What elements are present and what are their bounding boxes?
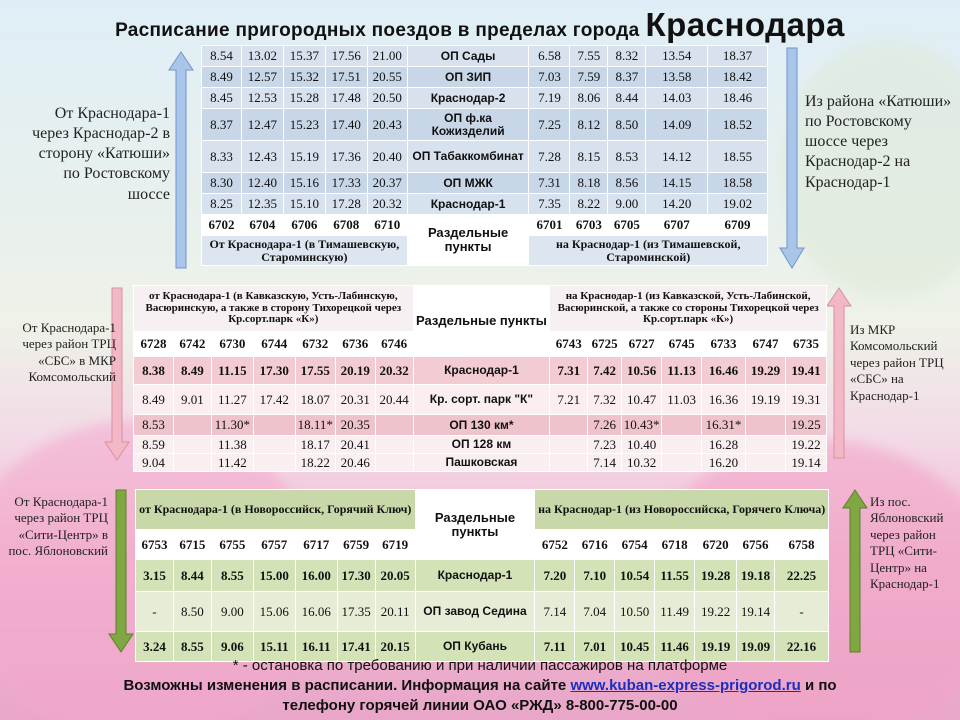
- departure-time: 8.33: [202, 141, 242, 173]
- departure-time: 17.51: [325, 67, 367, 88]
- arrival-time: 19.29: [746, 357, 786, 385]
- departure-time: 17.36: [325, 141, 367, 173]
- arrival-time: [662, 436, 702, 454]
- arrival-time: 8.22: [570, 194, 608, 215]
- departure-time: 8.49: [173, 357, 211, 385]
- arrival-time: 7.11: [535, 632, 575, 662]
- departure-time: 17.30: [253, 357, 295, 385]
- train-number: 6703: [570, 215, 608, 236]
- train-number: 6705: [608, 215, 646, 236]
- left-direction-header: От Краснодара-1 (в Тимашевскую, Староминскую): [202, 236, 408, 266]
- train-number: 6710: [367, 215, 407, 236]
- right-direction-header: на Краснодар-1 (из Кавказской, Усть-Лабинской, Васюринской, а также со стороны Тихорецкой через Кр.сорт.парк «К»): [550, 286, 827, 332]
- section3-right-note: Из пос. Яблоновский через район ТРЦ «Сити-Центр» на Краснодар-1: [870, 494, 944, 591]
- arrival-time: 19.14: [785, 454, 826, 472]
- page-title: [0, 6, 960, 44]
- title-part2: Краснодара: [645, 6, 845, 43]
- arrival-time: [662, 454, 702, 472]
- departure-time: [375, 454, 413, 472]
- footer-phone-line: телефону горячей линии ОАО «РЖД» 8-800-775-00-00: [282, 697, 678, 714]
- departure-time: 11.15: [211, 357, 253, 385]
- departure-time: [173, 454, 211, 472]
- arrival-time: 19.28: [695, 560, 737, 592]
- departure-time: 17.28: [325, 194, 367, 215]
- table-row: [134, 436, 827, 454]
- arrival-time: 7.01: [575, 632, 615, 662]
- arrival-time: 8.15: [570, 141, 608, 173]
- departure-time: [173, 436, 211, 454]
- arrival-time: 7.03: [529, 67, 570, 88]
- departure-time: 20.15: [375, 632, 415, 662]
- departure-time: 20.50: [367, 88, 407, 109]
- arrival-time: 7.20: [535, 560, 575, 592]
- arrival-time: [550, 454, 588, 472]
- table-row: [202, 67, 768, 88]
- station-name: ОП завод Седина: [415, 592, 535, 632]
- arrival-time: 10.45: [615, 632, 655, 662]
- arrival-time: 16.28: [702, 436, 746, 454]
- train-number: 6745: [662, 332, 702, 357]
- arrival-time: 8.44: [608, 88, 646, 109]
- station-name: ОП МЖК: [407, 173, 529, 194]
- table-row: [134, 385, 827, 415]
- train-number: 6727: [622, 332, 662, 357]
- down-arrow-icon: [779, 46, 805, 270]
- departure-time: 20.46: [335, 454, 375, 472]
- departure-time: 18.17: [295, 436, 335, 454]
- table-row: [134, 415, 827, 436]
- departure-time: 9.01: [173, 385, 211, 415]
- arrival-time: 10.43*: [622, 415, 662, 436]
- arrival-time: 10.40: [622, 436, 662, 454]
- train-number: 6747: [746, 332, 786, 357]
- departure-time: 15.28: [283, 88, 325, 109]
- departure-time: 12.40: [241, 173, 283, 194]
- train-number: 6719: [375, 530, 415, 560]
- train-number: 6701: [529, 215, 570, 236]
- arrival-time: 8.50: [608, 109, 646, 141]
- arrival-time: 19.22: [785, 436, 826, 454]
- up-arrow-icon: [826, 286, 852, 460]
- arrival-time: 19.41: [785, 357, 826, 385]
- departure-time: 9.00: [211, 592, 253, 632]
- station-name: ОП ф.ка Кожизделий: [407, 109, 529, 141]
- departure-time: 8.44: [173, 560, 211, 592]
- arrival-time: 7.21: [550, 385, 588, 415]
- arrival-time: 16.31*: [702, 415, 746, 436]
- departure-time: 18.11*: [295, 415, 335, 436]
- departure-time: 18.07: [295, 385, 335, 415]
- table-row: [134, 357, 827, 385]
- station-name: Краснодар-1: [415, 560, 535, 592]
- train-number: 6758: [775, 530, 829, 560]
- station-name: ОП ЗИП: [407, 67, 529, 88]
- arrival-time: 19.18: [737, 560, 775, 592]
- departure-time: 20.40: [367, 141, 407, 173]
- footer-note: * - остановка по требованию и при наличии пассажиров на платформе: [232, 657, 728, 674]
- table-row: [136, 560, 829, 592]
- table-row: [202, 109, 768, 141]
- departure-time: 11.42: [211, 454, 253, 472]
- arrival-time: 11.55: [655, 560, 695, 592]
- arrival-time: 10.32: [622, 454, 662, 472]
- departure-time: 20.44: [375, 385, 413, 415]
- arrival-time: 11.49: [655, 592, 695, 632]
- departure-time: [173, 415, 211, 436]
- departure-time: 12.57: [241, 67, 283, 88]
- footer-info-tail: и по: [804, 677, 837, 694]
- table-row: [202, 88, 768, 109]
- departure-time: 18.22: [295, 454, 335, 472]
- train-number: 6742: [173, 332, 211, 357]
- train-number: 6715: [173, 530, 211, 560]
- departure-time: 13.02: [241, 46, 283, 67]
- station-name: ОП 128 км: [413, 436, 550, 454]
- arrival-time: 7.59: [570, 67, 608, 88]
- section1-right-note: Из района «Катюши» по Ростовскому шоссе через Краснодар-2 на Краснодар-1: [805, 93, 952, 191]
- arrival-time: 19.09: [737, 632, 775, 662]
- table-row: [136, 592, 829, 632]
- train-number: 6754: [615, 530, 655, 560]
- departure-time: 15.10: [283, 194, 325, 215]
- departure-time: 17.48: [325, 88, 367, 109]
- station-name: Пашковская: [413, 454, 550, 472]
- departure-time: 21.00: [367, 46, 407, 67]
- departure-time: 15.37: [283, 46, 325, 67]
- arrival-time: 18.37: [708, 46, 768, 67]
- departure-time: [375, 436, 413, 454]
- arrival-time: 8.32: [608, 46, 646, 67]
- departure-time: 15.23: [283, 109, 325, 141]
- departure-time: 8.55: [173, 632, 211, 662]
- train-numbers-row: [202, 215, 768, 236]
- section2-table: [133, 285, 827, 472]
- arrival-time: 11.03: [662, 385, 702, 415]
- train-number: 6708: [325, 215, 367, 236]
- arrival-time: [550, 415, 588, 436]
- departure-time: 15.11: [253, 632, 295, 662]
- arrival-time: 8.06: [570, 88, 608, 109]
- arrival-time: 14.12: [646, 141, 708, 173]
- train-number: 6736: [335, 332, 375, 357]
- separator-points-label: Раздельные пункты: [415, 490, 535, 560]
- departure-time: 12.47: [241, 109, 283, 141]
- arrival-time: 7.10: [575, 560, 615, 592]
- departure-time: 15.06: [253, 592, 295, 632]
- arrival-time: 18.55: [708, 141, 768, 173]
- departure-time: 17.42: [253, 385, 295, 415]
- train-number: 6717: [295, 530, 337, 560]
- arrival-time: 19.22: [695, 592, 737, 632]
- arrival-time: 8.18: [570, 173, 608, 194]
- section1-table: [201, 45, 768, 266]
- departure-time: 20.41: [335, 436, 375, 454]
- arrival-time: 9.00: [608, 194, 646, 215]
- train-number: 6702: [202, 215, 242, 236]
- station-name: ОП Сады: [407, 46, 529, 67]
- departure-time: 3.15: [136, 560, 174, 592]
- up-arrow-icon: [842, 488, 868, 654]
- arrival-time: 6.58: [529, 46, 570, 67]
- departure-time: 20.31: [335, 385, 375, 415]
- departure-time: 9.04: [134, 454, 174, 472]
- arrival-time: 10.54: [615, 560, 655, 592]
- departure-time: 17.30: [337, 560, 375, 592]
- arrival-time: 7.14: [588, 454, 622, 472]
- train-number: 6725: [588, 332, 622, 357]
- section3-left-note: От Краснодара-1 через район ТРЦ «Сити-Центр» в пос. Яблоновский: [8, 494, 108, 559]
- table-row: [202, 141, 768, 173]
- website-link[interactable]: www.kuban-express-prigorod.ru: [570, 677, 801, 694]
- train-number: 6735: [785, 332, 826, 357]
- departure-time: 12.35: [241, 194, 283, 215]
- departure-time: 11.38: [211, 436, 253, 454]
- train-number: 6709: [708, 215, 768, 236]
- station-name: Краснодар-1: [413, 357, 550, 385]
- arrival-time: 16.20: [702, 454, 746, 472]
- departure-time: 12.43: [241, 141, 283, 173]
- arrival-time: 13.54: [646, 46, 708, 67]
- arrival-time: [746, 454, 786, 472]
- right-direction-header: на Краснодар-1 (из Тимашевской, Староминской): [529, 236, 768, 266]
- arrival-time: 8.56: [608, 173, 646, 194]
- arrival-time: 18.42: [708, 67, 768, 88]
- station-name: ОП 130 км*: [413, 415, 550, 436]
- arrival-time: 7.19: [529, 88, 570, 109]
- departure-time: 8.25: [202, 194, 242, 215]
- departure-time: 8.49: [202, 67, 242, 88]
- section2-right-note: Из МКР Комсомольский через район ТРЦ «СБС» на Краснодар-1: [850, 322, 944, 403]
- departure-time: 8.45: [202, 88, 242, 109]
- arrival-time: 14.20: [646, 194, 708, 215]
- arrival-time: 14.09: [646, 109, 708, 141]
- station-name: ОП Кубань: [415, 632, 535, 662]
- departure-time: 16.06: [295, 592, 337, 632]
- arrival-time: 14.03: [646, 88, 708, 109]
- arrival-time: 10.56: [622, 357, 662, 385]
- separator-points-label: Раздельные пункты: [407, 215, 529, 266]
- departure-time: 8.37: [202, 109, 242, 141]
- train-number: 6716: [575, 530, 615, 560]
- departure-time: -: [136, 592, 174, 632]
- arrival-time: [746, 436, 786, 454]
- arrival-time: 13.58: [646, 67, 708, 88]
- arrival-time: 22.16: [775, 632, 829, 662]
- arrival-time: 7.25: [529, 109, 570, 141]
- train-number: 6730: [211, 332, 253, 357]
- departure-time: 17.55: [295, 357, 335, 385]
- left-direction-header: от Краснодара-1 (в Новороссийск, Горячий Ключ): [136, 490, 416, 530]
- station-name: Краснодар-1: [407, 194, 529, 215]
- train-number: 6756: [737, 530, 775, 560]
- departure-time: 15.32: [283, 67, 325, 88]
- train-number: 6743: [550, 332, 588, 357]
- arrival-time: 7.42: [588, 357, 622, 385]
- departure-time: [253, 454, 295, 472]
- departure-time: 9.06: [211, 632, 253, 662]
- arrival-time: 7.28: [529, 141, 570, 173]
- title-part1: Расписание пригородных поездов в пределах города: [115, 20, 640, 41]
- departure-time: 20.32: [367, 194, 407, 215]
- section3-table: [135, 489, 829, 662]
- arrival-time: 7.14: [535, 592, 575, 632]
- departure-time: 15.19: [283, 141, 325, 173]
- departure-time: 20.35: [335, 415, 375, 436]
- departure-time: 20.37: [367, 173, 407, 194]
- departure-time: [375, 415, 413, 436]
- departure-time: 11.30*: [211, 415, 253, 436]
- table-row: [202, 46, 768, 67]
- arrival-time: [550, 436, 588, 454]
- station-name: Краснодар-2: [407, 88, 529, 109]
- arrival-time: 18.52: [708, 109, 768, 141]
- table-row: [202, 173, 768, 194]
- departure-time: 20.19: [335, 357, 375, 385]
- train-number: 6752: [535, 530, 575, 560]
- departure-time: 17.33: [325, 173, 367, 194]
- train-number: 6746: [375, 332, 413, 357]
- arrival-time: 8.37: [608, 67, 646, 88]
- arrival-time: 10.47: [622, 385, 662, 415]
- arrival-time: 18.58: [708, 173, 768, 194]
- departure-time: 20.05: [375, 560, 415, 592]
- arrival-time: 14.15: [646, 173, 708, 194]
- station-name: Кр. сорт. парк "К": [413, 385, 550, 415]
- station-name: ОП Табаккомбинат: [407, 141, 529, 173]
- arrival-time: [662, 415, 702, 436]
- arrival-time: 18.46: [708, 88, 768, 109]
- footer-info-line: [0, 677, 960, 694]
- departure-time: 3.24: [136, 632, 174, 662]
- departure-time: 8.53: [134, 415, 174, 436]
- train-number: 6707: [646, 215, 708, 236]
- train-number: 6732: [295, 332, 335, 357]
- train-number: 6704: [241, 215, 283, 236]
- train-number: 6744: [253, 332, 295, 357]
- train-number: 6753: [136, 530, 174, 560]
- arrival-time: 19.19: [746, 385, 786, 415]
- departure-time: 8.55: [211, 560, 253, 592]
- arrival-time: 19.02: [708, 194, 768, 215]
- footer-info-text: Возможны изменения в расписании. Информация на сайте: [123, 677, 567, 694]
- arrival-time: 16.36: [702, 385, 746, 415]
- arrival-time: 7.26: [588, 415, 622, 436]
- train-number: 6720: [695, 530, 737, 560]
- departure-time: 15.00: [253, 560, 295, 592]
- up-arrow-icon: [168, 50, 194, 270]
- arrival-time: 7.31: [550, 357, 588, 385]
- arrival-time: [746, 415, 786, 436]
- departure-time: 17.56: [325, 46, 367, 67]
- arrival-time: -: [775, 592, 829, 632]
- departure-time: 17.40: [325, 109, 367, 141]
- left-direction-header: от Краснодара-1 (в Кавказскую, Усть-Лабинскую, Васюринскую, а также в сторону Тихорецкой через Кр.сорт.парк «К»): [134, 286, 414, 332]
- departure-time: 8.50: [173, 592, 211, 632]
- down-arrow-icon: [108, 488, 134, 654]
- arrival-time: 7.31: [529, 173, 570, 194]
- table-row: [134, 454, 827, 472]
- arrival-time: 7.55: [570, 46, 608, 67]
- departure-time: 20.11: [375, 592, 415, 632]
- section2-left-note: От Краснодара-1 через район ТРЦ «СБС» в МКР Комсомольский: [22, 320, 116, 385]
- train-number: 6755: [211, 530, 253, 560]
- right-direction-header: на Краснодар-1 (из Новороссийска, Горячего Ключа): [535, 490, 829, 530]
- departure-time: [253, 436, 295, 454]
- arrival-time: 11.46: [655, 632, 695, 662]
- train-number: 6706: [283, 215, 325, 236]
- departure-time: 16.11: [295, 632, 337, 662]
- separator-points-label: Раздельные пункты: [413, 286, 550, 357]
- departure-time: 8.54: [202, 46, 242, 67]
- table-row: [202, 194, 768, 215]
- arrival-time: 16.46: [702, 357, 746, 385]
- arrival-time: 11.13: [662, 357, 702, 385]
- train-number: 6757: [253, 530, 295, 560]
- arrival-time: 19.31: [785, 385, 826, 415]
- arrival-time: 19.19: [695, 632, 737, 662]
- departure-time: 20.32: [375, 357, 413, 385]
- arrival-time: 7.23: [588, 436, 622, 454]
- train-number: 6728: [134, 332, 174, 357]
- departure-time: 16.00: [295, 560, 337, 592]
- arrival-time: 22.25: [775, 560, 829, 592]
- departure-time: 11.27: [211, 385, 253, 415]
- departure-time: 17.41: [337, 632, 375, 662]
- header-row: [134, 286, 827, 332]
- departure-time: 8.49: [134, 385, 174, 415]
- arrival-time: 19.14: [737, 592, 775, 632]
- arrival-time: 8.12: [570, 109, 608, 141]
- header-row: [136, 490, 829, 530]
- departure-time: 8.59: [134, 436, 174, 454]
- departure-time: 8.30: [202, 173, 242, 194]
- arrival-time: 10.50: [615, 592, 655, 632]
- arrival-time: 19.25: [785, 415, 826, 436]
- arrival-time: 7.32: [588, 385, 622, 415]
- train-number: 6733: [702, 332, 746, 357]
- departure-time: 20.43: [367, 109, 407, 141]
- arrival-time: 7.04: [575, 592, 615, 632]
- train-number: 6759: [337, 530, 375, 560]
- departure-time: 15.16: [283, 173, 325, 194]
- section1-left-note: От Краснодара-1 через Краснодар-2 в сторону «Катюши» по Ростовскому шоссе: [32, 105, 170, 203]
- departure-time: 20.55: [367, 67, 407, 88]
- departure-time: 17.35: [337, 592, 375, 632]
- arrival-time: 7.35: [529, 194, 570, 215]
- departure-time: 12.53: [241, 88, 283, 109]
- train-number: 6718: [655, 530, 695, 560]
- departure-time: 8.38: [134, 357, 174, 385]
- arrival-time: 8.53: [608, 141, 646, 173]
- departure-time: [253, 415, 295, 436]
